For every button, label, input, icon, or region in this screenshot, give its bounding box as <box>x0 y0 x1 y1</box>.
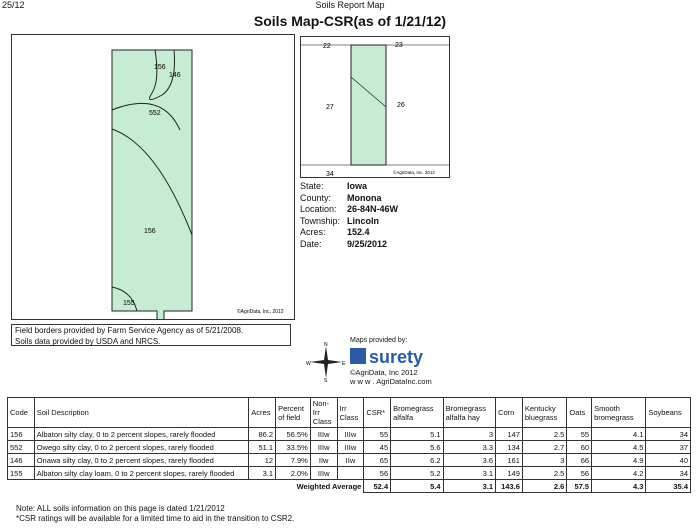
info-value: 9/25/2012 <box>347 238 388 249</box>
cell: Owego silty clay, 0 to 2 percent slopes, rarely flooded <box>34 441 249 454</box>
field-boundary <box>112 50 192 319</box>
table-row <box>8 441 691 454</box>
maps-provided-label: Maps provided by: <box>350 337 408 344</box>
surety-brand: surety <box>369 347 424 367</box>
soils-map-frame <box>11 34 295 320</box>
cell: 552 <box>8 441 35 454</box>
section-label-26: 26 <box>397 102 405 109</box>
cell: 5.2 <box>391 467 443 480</box>
footnote-line-2: *CSR ratings will be available for a limited time to aid in the transition to CSR2. <box>16 514 295 523</box>
cell: 5.4 <box>391 480 443 493</box>
info-value: 152.4 <box>347 227 370 237</box>
cell: 3.1 <box>443 467 495 480</box>
table-row <box>8 454 691 467</box>
cell: 65 <box>364 454 391 467</box>
cell: 4.3 <box>592 480 646 493</box>
cell: 57.5 <box>567 480 592 493</box>
col-bromegrass-alfalfa-hay: Bromegrass alfalfa hay <box>443 398 495 428</box>
cell: 149 <box>496 467 523 480</box>
col-csr: CSR* <box>364 398 391 428</box>
surety-logo <box>350 343 460 369</box>
cell: 3 <box>522 454 566 467</box>
cell: 6.2 <box>391 454 443 467</box>
cell: Albaton silty clay loam, 0 to 2 percent slopes, rarely flooded <box>34 467 249 480</box>
compass-star <box>310 346 342 378</box>
col-soybeans: Soybeans <box>646 398 691 428</box>
cell: 35.4 <box>646 480 691 493</box>
cell: 5.6 <box>391 441 443 454</box>
unit-label-156-north: 156 <box>154 64 166 71</box>
cell: 7.9% <box>276 454 311 467</box>
soils-table <box>7 397 691 493</box>
cell: Albaton silty clay, 0 to 2 percent slopes, rarely flooded <box>34 428 249 441</box>
unit-label-155: 155 <box>123 300 135 307</box>
cell: 161 <box>496 454 523 467</box>
cell: 4.1 <box>592 428 646 441</box>
cell: 3.1 <box>443 480 495 493</box>
compass-e: E <box>342 361 346 367</box>
cell: 52.4 <box>364 480 391 493</box>
info-row-state <box>300 181 398 193</box>
cell: 40 <box>646 454 691 467</box>
cell: 156 <box>8 428 35 441</box>
info-value: Monona <box>347 192 382 203</box>
cell: Onawa silty clay, 0 to 2 percent slopes, rarely flooded <box>34 454 249 467</box>
cell: IIIw <box>310 441 337 454</box>
info-value: 26-84N-46W <box>347 204 399 214</box>
col-bromegrass-alfalfa: Bromegrass alfalfa <box>391 398 443 428</box>
compass-s: S <box>324 378 328 382</box>
cell: 55 <box>364 428 391 441</box>
cell: 66 <box>567 454 592 467</box>
cell: 2.7 <box>522 441 566 454</box>
unit-label-156-south: 156 <box>144 228 156 235</box>
table-row <box>8 467 691 480</box>
notes-line-2: Soils data provided by USDA and NRCS. <box>15 336 161 346</box>
cell: 56 <box>364 467 391 480</box>
info-key: Township: <box>300 215 341 226</box>
compass-w: W <box>306 361 311 367</box>
surety-logo-mark <box>350 348 366 364</box>
weighted-average-row <box>8 480 691 493</box>
cell: 2.5 <box>522 428 566 441</box>
compass-svg <box>306 342 346 382</box>
info-row-acres <box>300 227 398 239</box>
section-label-22: 22 <box>323 43 331 50</box>
info-row-location <box>300 204 398 216</box>
cell: 34 <box>646 467 691 480</box>
info-key: County: <box>300 192 332 203</box>
info-key: Date: <box>300 238 322 249</box>
data-source-notes <box>11 324 291 346</box>
cell: 4.5 <box>592 441 646 454</box>
maps-by-credit <box>350 368 432 386</box>
unit-label-146: 146 <box>169 72 181 79</box>
cell: 56.5% <box>276 428 311 441</box>
cell: 143.6 <box>496 480 523 493</box>
cell: IIIw <box>310 428 337 441</box>
cell: 3.6 <box>443 454 495 467</box>
col-corn: Corn <box>496 398 523 428</box>
col-soil-description: Soil Description <box>34 398 249 428</box>
cell: 146 <box>8 454 35 467</box>
section-label-34: 34 <box>326 171 334 177</box>
cell: 33.5% <box>276 441 311 454</box>
cell: 4.2 <box>592 467 646 480</box>
map-title: Soils Map-CSR(as of 1/21/12) <box>253 13 447 29</box>
compass-rose-icon <box>306 342 346 382</box>
info-key: Acres: <box>300 227 326 237</box>
location-map-frame <box>300 36 450 178</box>
location-field <box>351 45 386 165</box>
info-row-date <box>300 239 398 251</box>
col-percent: Percent of field <box>276 398 311 428</box>
info-value: Iowa <box>347 181 368 191</box>
info-row-township <box>300 216 398 228</box>
cell: 2.5 <box>522 467 566 480</box>
cell: 51.1 <box>249 441 276 454</box>
maps-by-url: w w w . AgriDataInc.com <box>350 377 432 386</box>
soils-map <box>12 35 294 319</box>
weighted-average-label: Weighted Average <box>296 481 362 491</box>
cell: 45 <box>364 441 391 454</box>
report-date-fragment: 25/12 <box>2 0 25 10</box>
location-map-copyright: ©AgriData, Inc. 2012 <box>393 170 435 175</box>
notes-line-1: Field borders provided by Farm Service Agency as of 5/21/2008. <box>15 326 244 335</box>
cell <box>337 467 364 480</box>
section-label-23: 23 <box>395 42 403 49</box>
main-map-copyright: ©AgriData, Inc. 2012 <box>237 309 284 315</box>
cell: 3.3 <box>443 441 495 454</box>
location-map <box>301 37 449 177</box>
col-code: Code <box>8 398 35 428</box>
cell: 5.1 <box>391 428 443 441</box>
col-irr: Irr Class <box>337 398 364 428</box>
cell: 2.0% <box>276 467 311 480</box>
cell: 2.6 <box>522 480 566 493</box>
cell: IIw <box>310 454 337 467</box>
compass-n: N <box>324 342 328 348</box>
info-key: State: <box>300 181 324 191</box>
info-value: Lincoln <box>347 215 379 226</box>
cell: 86.2 <box>249 428 276 441</box>
section-label-27: 27 <box>326 104 334 111</box>
table-row <box>8 428 691 441</box>
cell: IIw <box>337 454 364 467</box>
col-kentucky-bluegrass: Kentucky bluegrass <box>522 398 566 428</box>
info-row-county <box>300 193 398 205</box>
col-non-irr: Non-Irr Class <box>310 398 337 428</box>
field-info <box>300 181 398 250</box>
col-smooth-bromegrass: Smooth bromegrass <box>592 398 646 428</box>
cell: IIIw <box>310 467 337 480</box>
cell: 34 <box>646 428 691 441</box>
cell: 3 <box>443 428 495 441</box>
cell: 55 <box>567 428 592 441</box>
cell: 147 <box>496 428 523 441</box>
cell: 155 <box>8 467 35 480</box>
col-acres: Acres <box>249 398 276 428</box>
cell: IIIw <box>337 441 364 454</box>
cell: 60 <box>567 441 592 454</box>
cell: IIIw <box>337 428 364 441</box>
cell: 37 <box>646 441 691 454</box>
cell: 3.1 <box>249 467 276 480</box>
footnote-line-1: Note: ALL soils information on this page is dated 1/21/2012 <box>16 504 225 513</box>
table-header-row <box>8 398 691 428</box>
footnote <box>16 504 294 524</box>
cell: 134 <box>496 441 523 454</box>
cell: 56 <box>567 467 592 480</box>
surety-logo-svg <box>350 343 460 369</box>
info-key: Location: <box>300 204 337 214</box>
report-title: Soils Report Map <box>315 0 385 10</box>
cell: 4.9 <box>592 454 646 467</box>
col-oats: Oats <box>567 398 592 428</box>
cell: 12 <box>249 454 276 467</box>
unit-label-552: 552 <box>149 110 161 117</box>
maps-by-copyright: ©AgriData, Inc 2012 <box>350 368 418 377</box>
